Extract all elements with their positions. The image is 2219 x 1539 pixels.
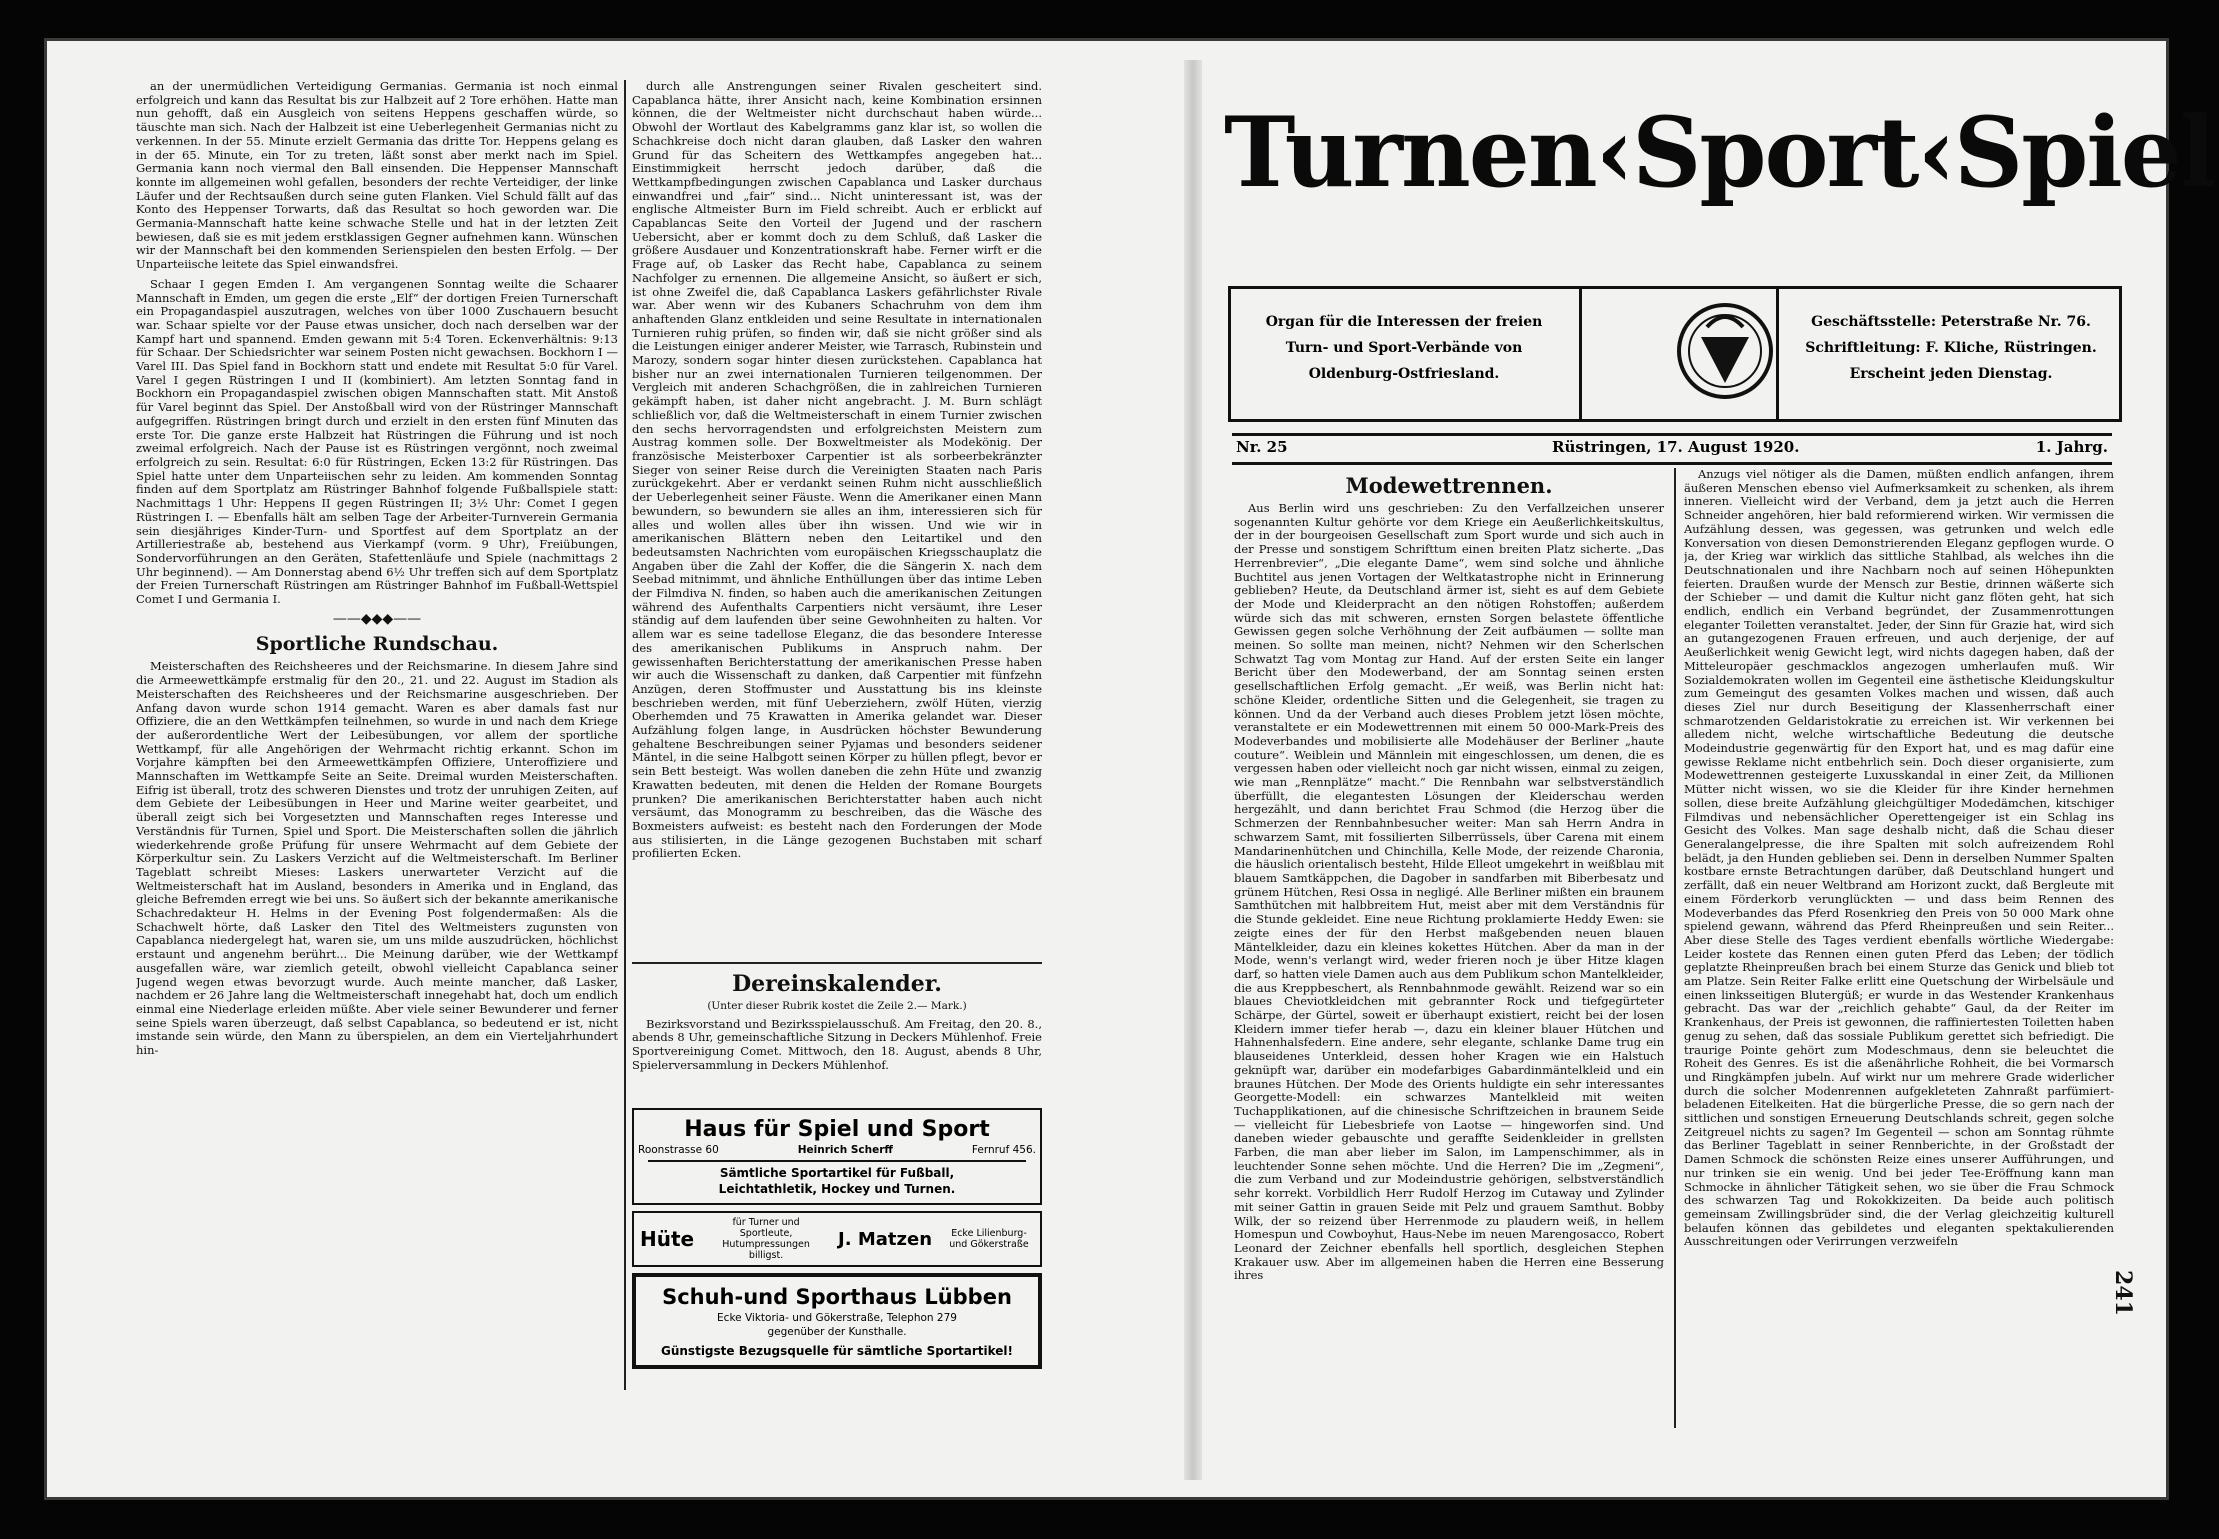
page-number: 241 bbox=[2109, 1270, 2136, 1316]
ad-phone: Fernruf 456. bbox=[971, 1144, 1036, 1156]
club-calendar bbox=[632, 966, 1042, 1106]
office-line: Erscheint jeden Dienstag. bbox=[1849, 366, 2053, 382]
ad-owner: Heinrich Scherff bbox=[797, 1144, 893, 1156]
ad-slogan: Günstigste Bezugsquelle für sämtliche Sportartikel! bbox=[661, 1344, 1013, 1358]
column-4 bbox=[1684, 468, 2114, 1428]
ad-sub: gegenüber der Kunsthalle. bbox=[767, 1326, 907, 1338]
ad-address: Ecke Viktoria- und Gökerstraße, Telephon 279 bbox=[717, 1312, 957, 1324]
ad-title: Schuh-und Sporthaus Lübben bbox=[662, 1285, 1012, 1309]
masthead-infobox bbox=[1228, 286, 2122, 422]
article-text: durch alle Anstrengungen seiner Rivalen gescheitert sind. Capablanca hätte, ihrer Ansicht nach, keine Kombination ersinnen können, die der Weltmeister nicht durchschaut haben würde... Obwohl der Wortlaut des Kabelgramms ganz klar ist, so wollen die Schachkreise doch nicht daran glauben, daß Lasker den wahren Grund für das Scheitern des Wettkampfes angegeben hat... Einstimmigkeit herrscht jedoch darüber, daß die Wettkampfbedingungen zwischen Capablanca und Lasker durchaus einwandfrei und „fair“ sind... Nicht uninteressant ist, was der englische Altmeister Burn im Field schreibt. Auch er erblickt auf Capablancas Seite den Vorteil der Jugend und der raschern Uebersicht, aber er kommt doch zu dem Schluß, daß Lasker die größere Ausdauer und Konzentrationskraft habe. Ferner wirft er die Frage auf, ob Lasker das Recht habe, Capablanca zu seinem Nachfolger zu ernennen. Die allgemeine Ansicht, so äußert er sich, ist ohne Zweifel die, daß Capablanca Laskers gefährlichster Rivale war. Aber wenn wir des Kubaners Schachruhm von dem ihm anhaftenden Glanz entkleiden und seine Resultate in internationalen Turnieren ruhig prüfen, so finden wir, daß sie nicht größer sind als die Leistungen einiger anderer Meister, wie Tarrasch, Rubinstein und Marozy, sondern sogar hinter diesen zurückstehen. Capablanca hat bisher nur an zwei internationalen Turnieren teilgenommen. Der Vergleich mit anderen Schachgrößen, die in zahlreichen Turnieren gekämpft haben, ist daher nicht angebracht. J. M. Burn schlägt schließlich vor, daß die Weltmeisterschaft in einem Turnier zwischen den sechs hervorragendsten und erfolgreichsten Meistern zum Austrag kommen solle. Der Boxweltmeister als Modekönig. Der französische Meisterboxer Carpentier ist als sorbeerbekränzter Sieger von seiner Reise durch die Vereinigten Staaten nach Paris zurückgekehrt. Aber er verdankt seinen Ruhm nicht ausschließlich der Ueberlegenheit seiner Fäuste. Wenn die Amerikaner einen Mann bewundern, so bewundern sie alles an ihm, interessieren sich für alles und wollen alles über ihn wissen. Und wie wir in amerikanischen Blättern neben den Leitartikel und den bedeutsamsten Nachrichten vom europäischen Kriegsschauplatz die Angaben über die Zahl der Koffer, die die Sängerin X. nach dem Seebad mitnimmt, und ähnliche Enthüllungen über das intime Leben der Filmdiva N. finden, so haben auch die amerikanischen Zeitungen während des Aufenthalts Carpentiers nicht versäumt, ihre Leser ständig auf dem laufenden über seine Gewohnheiten zu halten. Vor allem war es seine tadellose Eleganz, die das besondere Interesse des amerikanischen Publikums in Anspruch nahm. Der gewissenhaften Berichterstattung der amerikanischen Presse haben wir auch die Wissenschaft zu danken, daß Carpentier mit fünfzehn Anzügen, deren Stoffmuster und Ausstattung bis ins kleinste beschrieben werden, mit fünf Ueberziehern, zwölf Hüten, vierzig Oberhemden und 75 Krawatten in Amerika gelandet war. Dieser Aufzählung folgen lange, in Ausdrücken höchster Bewunderung gehaltene Beschreibungen seiner Pyjamas und besonders seidener Mäntel, in die seine Halbgott seinen Körper zu hüllen pflegt, bevor er sein Bett besteigt. Was wollen daneben die zehn Hüte und zwanzig Krawatten bedeuten, mit denen die Helden der Romane Bourgets prunken? Die amerikanischen Berichterstatter haben auch nicht versäumt, das Monogramm zu beschreiben, das die Wäsche des Boxmeisters aufweist: es besteht nach den Forderungen der Mode aus stilisierten, in die Länge gezogenen Buchstaben mit scharf profilierten Ecken. bbox=[632, 80, 1042, 861]
column-rule bbox=[1674, 468, 1676, 1428]
article-heading: Modewettrennen. bbox=[1345, 473, 1553, 498]
issue-number: Nr. 25 bbox=[1236, 438, 1288, 456]
ad-hats-label: Hüte bbox=[640, 1227, 695, 1251]
article-text: Meisterschaften des Reichsheeres und der Reichsmarine. In diesem Jahre sind die Armeewettkämpfe erstmalig für den 20., 21. und 22. August im Stadion als Meisterschaften des Reichsheeres und der Reichsmarine ausgeschrieben. Der Anfang davon wurde schon 1914 gemacht. Waren es aber damals fast nur Offiziere, die an den Wettkämpfen teilnehmen, so wurde in und nach dem Kriege der außerordentliche Wert der Leibesübungen, vor allem der sportliche Wettkampf, für alle Angehörigen der Wehrmacht richtig erkannt. Schon im Vorjahre kämpften bei den Armeewettkämpfen Offiziere, Unteroffiziere und Mannschaften im Wettkampfe Seite an Seite. Dreimal wurden Meisterschaften. Eifrig ist überall, trotz des schweren Dienstes und trotz der unruhigen Zeiten, auf dem Gebiete der Leibesübungen in Heer und Marine weiter gearbeitet, und überall zeigt sich bei Vorgesetzten und Mannschaften reges Interesse und Verständnis für Turnen, Spiel und Sport. Die Meisterschaften sollen die jährlich wiederkehrende große Prüfung für unsere Wehrmacht auf dem Gebiete der Körperkultur sein. Zu Laskers Verzicht auf die Weltmeisterschaft. Im Berliner Tageblatt schreibt Mieses: Laskers unerwarteter Verzicht auf die Weltmeisterschaft hat im Ausland, besonders in Amerika und in England, das gleiche Befremden erregt wie bei uns. So äußert sich der bekannte amerikanische Schachredakteur H. Helms in der Evening Post folgendermaßen: Als die Schachwelt hörte, daß Lasker den Titel des Weltmeisters zugunsten von Capablanca niedergelegt hat, waren sie, um uns milde auszudrücken, höchlichst erstaunt und angenehm berührt... Die Meinung darüber, wie der Wettkampf ausgefallen wäre, war ziemlich geteilt, obwohl vielleicht Capablanca seiner Jugend wegen etwas bevorzugt wurde. Auch meinte mancher, daß Lasker, nachdem er 26 Jahre lang die Weltmeisterschaft innegehabt hat, doch um endlich einmal eine Niederlage erleiden müßte. Aber viele seiner Bewunderer und ferner seine Spiels waren überzeugt, daß selbst Capablanca, so bedeutend er ist, nicht imstande sein würde, den Mann zu überspielen, an dem ein Vierteljahrhundert hin- bbox=[136, 659, 618, 1058]
masthead-title: Turnen‹Sport‹Spiel bbox=[1224, 96, 2215, 209]
ad-matzen bbox=[632, 1211, 1042, 1267]
ad-line: Leichtathletik, Hockey und Turnen. bbox=[718, 1182, 956, 1196]
ad-haus-fuer-spiel bbox=[632, 1108, 1042, 1205]
masthead bbox=[1224, 96, 2215, 209]
issue-date: Rüstringen, 17. August 1920. bbox=[1552, 438, 1800, 456]
article-text: an der unermüdlichen Verteidigung Germanias. Germania ist noch einmal erfolgreich und kann das Resultat bis zur Halbzeit auf 2 Tore erhöhen. Hatte man nun gehofft, daß ein Ausgleich von seitens Heppens geschaffen würde, so täuschte man sich. Nach der Halbzeit ist eine Ueberlegenheit Germanias nicht zu verkennen. In der 55. Minute erzielt Germania das dritte Tor. Heppens gelang es in der 65. Minute, ein Tor zu treten, läßt sonst aber merkt nach im Spiel. Germania kann noch viermal den Ball einsenden. Die Heppenser Mannschaft konnte im allgemeinen wohl gefallen, besonders der rechte Verteidiger, der linke Läufer und der Rechtsaußen durch seine guten Flanken. Viel Schuld fällt auf das Konto des Heppenser Torwarts, daß das Resultat so hoch geworden war. Die Germania-Mannschaft hatte keine schwache Stelle und hat in der letzten Zeit bewiesen, daß sie es mit jedem erstklassigen Gegner aufnehmen kann. Wünschen wir der Mannschaft bei den kommenden Serienspielen den besten Erfolg. — Der Unparteiische leitete das Spiel einwandsfrei. bbox=[136, 80, 618, 272]
ad-matzen-name: J. Matzen bbox=[838, 1228, 933, 1250]
office-line: Schriftleitung: F. Kliche, Rüstringen. bbox=[1805, 340, 2097, 356]
article-text: Schaar I gegen Emden I. Am vergangenen Sonntag weilte die Schaarer Mannschaft in Emden, um gegen die erste „Elf“ der dortigen Freien Turnerschaft ein Propagandaspiel auszutragen, welches von über 1000 Zuschauern besucht war. Schaar spielte vor der Pause etwas unsicher, doch nach derselben war der Kampf hart und spannend. Emden gewann mit 5:4 Toren. Eckenverhältnis: 9:13 für Schaar. Der Schiedsrichter war seinem Posten nicht gewachsen. Bockhorn I — Varel III. Das Spiel fand in Bockhorn statt und endete mit Resultat 5:0 für Varel. Varel I gegen Rüstringen I und II (kombiniert). Am letzten Sonntag fand in Bockhorn ein Propagandaspiel zwischen obigen Mannschaften statt. Mit Anstoß für Varel beginnt das Spiel. Der Anstoßball wird von der Rüstringer Mannschaft aufgegriffen. Rüstringen bringt durch und erzielt in den ersten fünf Minuten das erste Tor. Die ganze erste Halbzeit hat Rüstringen die Führung und ist noch zweimal erfolgreich. Nach der Pause ist es Rüstringen vergönnt, noch zweimal erfolgreich zu sein. Resultat: 6:0 für Rüstringen, Ecken 13:2 für Rüstringen. Das Spiel hatte unter dem Unparteiischen sehr zu leiden. Am kommenden Sonntag finden auf dem Sportplatz am Rüstringer Bahnhof folgende Fußballspiele statt: Nachmittags 1 Uhr: Heppens II gegen Rüstringen II; 3½ Uhr: Comet I gegen Rüstringen I. — Ebenfalls hält am selben Tage der Arbeiter-Turnverein Germania sein diesjähriges Kinder-Turn- und Sportfest auf dem Sportplatz an der Artilleriestraße ab, bestehend aus Vierkampf (vorm. 9 Uhr), Freiübungen, Sondervorführungen an den Geräten, Stafettenläufe und Spiele (nachmittags 2 Uhr beginnend). — Am Donnerstag abend 6½ Uhr treffen sich auf dem Sportplatz der Freien Turnerschaft Rüstringen am Rüstringer Bahnhof im Fußball-Wettspiel Comet I und Germania I. bbox=[136, 276, 618, 607]
office-line: Geschäftsstelle: Peterstraße Nr. 76. bbox=[1811, 314, 2091, 330]
ornament-divider: ——◆◆◆—— bbox=[332, 610, 422, 627]
organ-description bbox=[1249, 309, 1559, 387]
infobox-divider bbox=[1776, 289, 1779, 419]
column-2 bbox=[632, 80, 1042, 960]
advertisements bbox=[632, 1108, 1042, 1375]
calendar-heading: Dereinskalender. bbox=[732, 971, 942, 997]
ad-luebben bbox=[632, 1273, 1042, 1369]
organ-line: Turn- und Sport-Verbände von bbox=[1285, 340, 1523, 356]
organ-line: Organ für die Interessen der freien bbox=[1265, 314, 1543, 330]
section-heading: Sportliche Rundschau. bbox=[255, 633, 499, 656]
ad-body bbox=[648, 1160, 1026, 1197]
emblem-icon bbox=[1671, 297, 1779, 405]
office-info bbox=[1791, 309, 2111, 387]
ad-hats-desc: für Turner und Sportleute, Hutumpressungen billigst. bbox=[722, 1217, 810, 1261]
newspaper-page bbox=[44, 38, 2215, 1500]
infobox-divider bbox=[1579, 289, 1582, 419]
page-gutter bbox=[1184, 60, 1202, 1480]
column-3 bbox=[1234, 468, 1664, 1428]
organ-line: Oldenburg-Ostfriesland. bbox=[1308, 366, 1500, 382]
ad-contact-row bbox=[638, 1144, 1036, 1156]
article-text: Aus Berlin wird uns geschrieben: Zu den Verfallzeichen unserer sogenannten Kultur gehörte vor dem Kriege ein Aeußerlichkeitskultus, der in der bourgeoisen Gesellschaft zum Sport wurde und sich auch in der Presse und sonstigem Schrifttum einen breiten Platz sicherte. „Das Herrenbrevier“, „Die elegante Dame“, wem sind solche und ähnliche Buchtitel aus jenen Vortagen der Weltkatastrophe nicht in Erinnerung geblieben? Heute, da Deutschland ärmer ist, sieht es auf dem Gebiete der Mode und Kleiderpracht an den nötigen Rohstoffen; außerdem würde sich das mit schweren, ernsten Sorgen belastete öffentliche Gewissen gegen solche Verhöhnung der Zeit aufbäumen — sollte man meinen. So sollte man meinen, nicht? Nehmen wir den Scherlschen Schwatzt Tag vom Montag zur Hand. Auf der ersten Seite ein langer Bericht über den Modewerband, der am Sonntag seinen ersten gesellschaftlichen Erfolg gemacht. „Er weiß, was Berlin nicht hat: schöne Kleider, ordentliche Sitten und die Gelegenheit, sie tragen zu können. Und da der Verband auch dieses Problem jetzt lösen möchte, veranstaltete er ein Modewettrennen mit einem 50 000-Mark-Preis des Modeverbandes und mobilisierte alle Modehäuser der Berliner „haute couture“. Weiblein und Männlein mit eingeschlossen, um denen, die es vergessen haben oder vielleicht noch gar nicht wissen, einmal zu zeigen, wie man „Rennplätze“ macht.“ Die Rennbahn war selbstverständlich überfüllt, die elegantesten Lösungen der Kleiderschau werden hergezählt, und dann berichtet Frau Schmod (die Herzog über die Schmerzen der Rennbahnbesucher weiter: Man sah Herrn Andra in schwarzem Samt, mit fossilierten Silberrüssels, über Carena mit einem Mandarinenhütchen und Chinchilla, Kelle Mode, der reizende Charonia, die häuslich orientalisch besteht, Hilde Elleot umgekehrt in weißblau mit blauem Samtkäppchen, die Dagober in sandfarben mit Biberbesatz und grünem Hütchen, Resi Ossa in negligé. Alle Berliner mißten ein braunem Samthütchen mit halbbreitem Hut, meist aber mit dem Verständnis für die Stunde gekleidet. Eine neue Richtung proklamierte Heddy Ewen: sie zeigte eines der für den Herbst maßgebenden neuen blauen Mäntelkleider, dazu ein kleines kokettes Hütchen. Aber da man in der Mode, wenn's verlangt wird, weder frieren noch je über Hitze klagen darf, so hatten viele Damen auch aus dem Publikum schon Mantelkleider, die aus Kreppbeschert, als Rennbahnmode gewählt. Reizend war so ein blaues Cheviotkleidchen mit gebrannter Rock und tiefgegürteter Schärpe, der Gürtel, soweit er überhaupt existiert, reicht bei der losen Kleidern immer tiefer herab —, dazu ein kleiner blauer Hütchen und Hahnenhalsfedern. Eine andere, sehr elegante, schlanke Dame trug ein blauseidenes Unterkleid, dessen hoher Kragen wie ein Halstuch geknüpft war, darüber ein modefarbiges Gabardinmäntelkleid und ein braunes Hütchen. Der Mode des Orients huldigte ein sehr interessantes Georgette-Modell: ein schwarzes Mantelkleid mit weiten Tuchapplikationen, auf die chinesische Schriftzeichen in braunem Seide — vielleicht für Liebesbriefe von Laotse — hingeworfen sind. Und daneben wieder gebauschte und geraffte Seidenkleider in grellsten Farben, die man aber lieber im Salon, im Lampenschimmer, als in leuchtender Sonne sehen möchte. Und die Herren? Die im „Zegmeni“, die zum Verband und zur Modeindustrie gehörigen, selbstverständlich sehr korrekt. Vorbildlich Herr Rudolf Herzog im Cutaway und Zylinder mit seiner Gattin in grauen Seide mit Pelz und grauem Samthut. Bobby Wilk, der so reizend über Herrenmode zu plaudern weiß, in hellem Homespun und Cowboyhut, Haus-Nebe im neuen Marengosacco, Robert Leonard der Zeichner ebenfalls hell sportlich, desgleichen Stephen Krakauer usw. Aber im allgemeinen haben die Herren eine Besserung ihres bbox=[1234, 501, 1664, 1283]
ad-title: Haus für Spiel und Sport bbox=[684, 1117, 990, 1142]
ad-matzen-addr: Ecke Lilienburg- und Gökerstraße bbox=[949, 1228, 1029, 1250]
volume-year: 1. Jahrg. bbox=[2035, 438, 2108, 456]
ad-address: Roonstrasse 60 bbox=[638, 1144, 719, 1156]
dateline bbox=[1232, 433, 2112, 465]
column-1 bbox=[136, 80, 618, 1390]
calendar-note: (Unter dieser Rubrik kostet die Zeile 2.— Mark.) bbox=[707, 1000, 967, 1012]
section-rule bbox=[632, 962, 1042, 964]
calendar-entries: Bezirksvorstand und Bezirksspielausschuß. Am Freitag, den 20. 8., abends 8 Uhr, gemeinschaftliche Sitzung in Deckers Mühlenhof. Freie Sportvereinigung Comet. Mittwoch, den 18. August, abends 8 Uhr, Spielerversammlung in Deckers Mühlenhof. bbox=[632, 1016, 1042, 1072]
article-text: Anzugs viel nötiger als die Damen, müßten endlich anfangen, ihrem äußeren Menschen ebenso viel Aufmerksamkeit zu schenken, als ihrem inneren. Vielleicht wird der Verband, dem ja jetzt auch die Herren Schneider angehören, hier bald reformierend wirken. Wir vermissen die Aufzählung dessen, was gegessen, was getrunken und welch edle Konversation von diesen Demonstrierenden Eleganz gepflogen wurde. O ja, der Krieg war wirklich das sittliche Stahlbad, als welches ihn die Deutschnationalen und ihre Nachbarn noch auf seinen Höhepunkten feierten. Draußen wurde der Mensch zur Bestie, drinnen wäßerte sich der Schieber — und damit die Kultur nicht ganz flöten geht, hat sich endlich, endlich ein Verband begründet, der Zusammenrottungen eleganter Toiletten veranstaltet. Jeder, der Sinn für Grazie hat, wird sich an gutangezogenen Frauen erfreuen, und auch derjenige, der auf Aeußerlichkeit wenig Gewicht legt, wird nichts dagegen haben, daß der Mitteleuropäer geschmacklos angezogen umherlaufen muß. Wir Sozialdemokraten wollen im Gegenteil eine ästhetische Kleidungskultur zum Gemeingut des gesamten Volkes machen und wissen, daß auch dieses Ziel nur durch Beseitigung der Klassenherrschaft einer schmarotzenden Geldaristokratie zu erreichen ist. Wir verkennen bei alledem nicht, welche wirtschaftliche Bedeutung die deutsche Modeindustrie gegenwärtig für den Export hat, und es mag dafür eine gewisse Reklame nicht entbehrlich sein. Doch dieser organisierte, zum Modewettrennen gesteigerte Luxusskandal in einer Zeit, da Millionen Mütter nicht wissen, wo sie die Kleider für ihre Kinder hernehmen sollen, diese breite Aufzählung gleichgültiger Modedämchen, kitschiger Filmdivas und nebensächlicher Operettengeiger ist ein Schlag ins Gesicht des Volkes. Man sage deshalb nicht, daß die Schau dieser Generalangelpresse, die ihre Spalten mit solch aufreizendem Rohl belädt, ja den Hunden geblieben sei. Denn in derselben Nummer Spalten kostbare ernste Betrachtungen darüber, daß Deutschland hungert und zerfällt, daß ein neuer Weltbrand am Horizont zuckt, daß Bergleute mit einem Förderkorb verunglückten — und dass beim Rennen des Modeverbandes das Pferd Rosenkrieg den Preis von 50 000 Mark ohne spielend gewann, während das Pferd Rheinpreußen und sein Reiter... Aber diese Stelle des Tages verdient ebenfalls wörtliche Wiedergabe: Leider kostete das Rennen einen guten Pferd das Leben; der tödlich geplatzte Rheinpreußen brach bei einem Sturze das Genick und blieb tot am Platze. Sein Reiter Falke erlitt eine Quetschung der Wirbelsäule und einen linksseitigen Blutergüß; er wurde in das Westender Krankenhaus gebracht. Das war der „reichlich gehabte“ Gaul, da der Reiter im Krankenhaus, der Preis ist gewonnen, die raffiniertesten Toiletten haben genug zu sehen, daß das sossiale Publikum gerettet sich befriedigt. Die traurige Pointe gehört zum Modeschmaus, denn sie beleuchtet die Roheit des Genres. Es ist die aßenährliche Rohheit, die bei Vormarsch und Ringkämpfen jubeln. Auf wirkt nur um mehrere Grade widerlicher durch die solcher Modenrennen aufgekleteten Zahnraßt parfümiert-beladenen Eitelkeiten. Hat die bürgerliche Presse, die so gern nach der sittlichen und sonstigen Erneuerung Deutschlands schreit, gegen solche Zeitgreuel nichts zu sagen? Im Gegenteil — schon am Sonntag rühmte das Berliner Tageblatt in seiner Rennberichte, in der Großstadt der Damen Schmock die schönsten Reize eines unserer Aufführungen, und nur trinken sie ein wenig. Und bei jeder Tee-Eröffnung kann man Schmocke in ähnlicher Tätigkeit sehen, wo sie über die Frau Schmock des schwarzen Tag und Rokokkizeiten. Da beide auch politisch gemeinsam Zwillingsbrüder sind, die der Verlag gleichzeitig kulturell belaufen können das gebildetes und eleganten spektakulierenden Ausschreitungen oder Verirrungen verzweifeln bbox=[1684, 468, 2114, 1249]
ad-line: Sämtliche Sportartikel für Fußball, bbox=[719, 1166, 955, 1180]
column-rule bbox=[624, 80, 626, 1390]
